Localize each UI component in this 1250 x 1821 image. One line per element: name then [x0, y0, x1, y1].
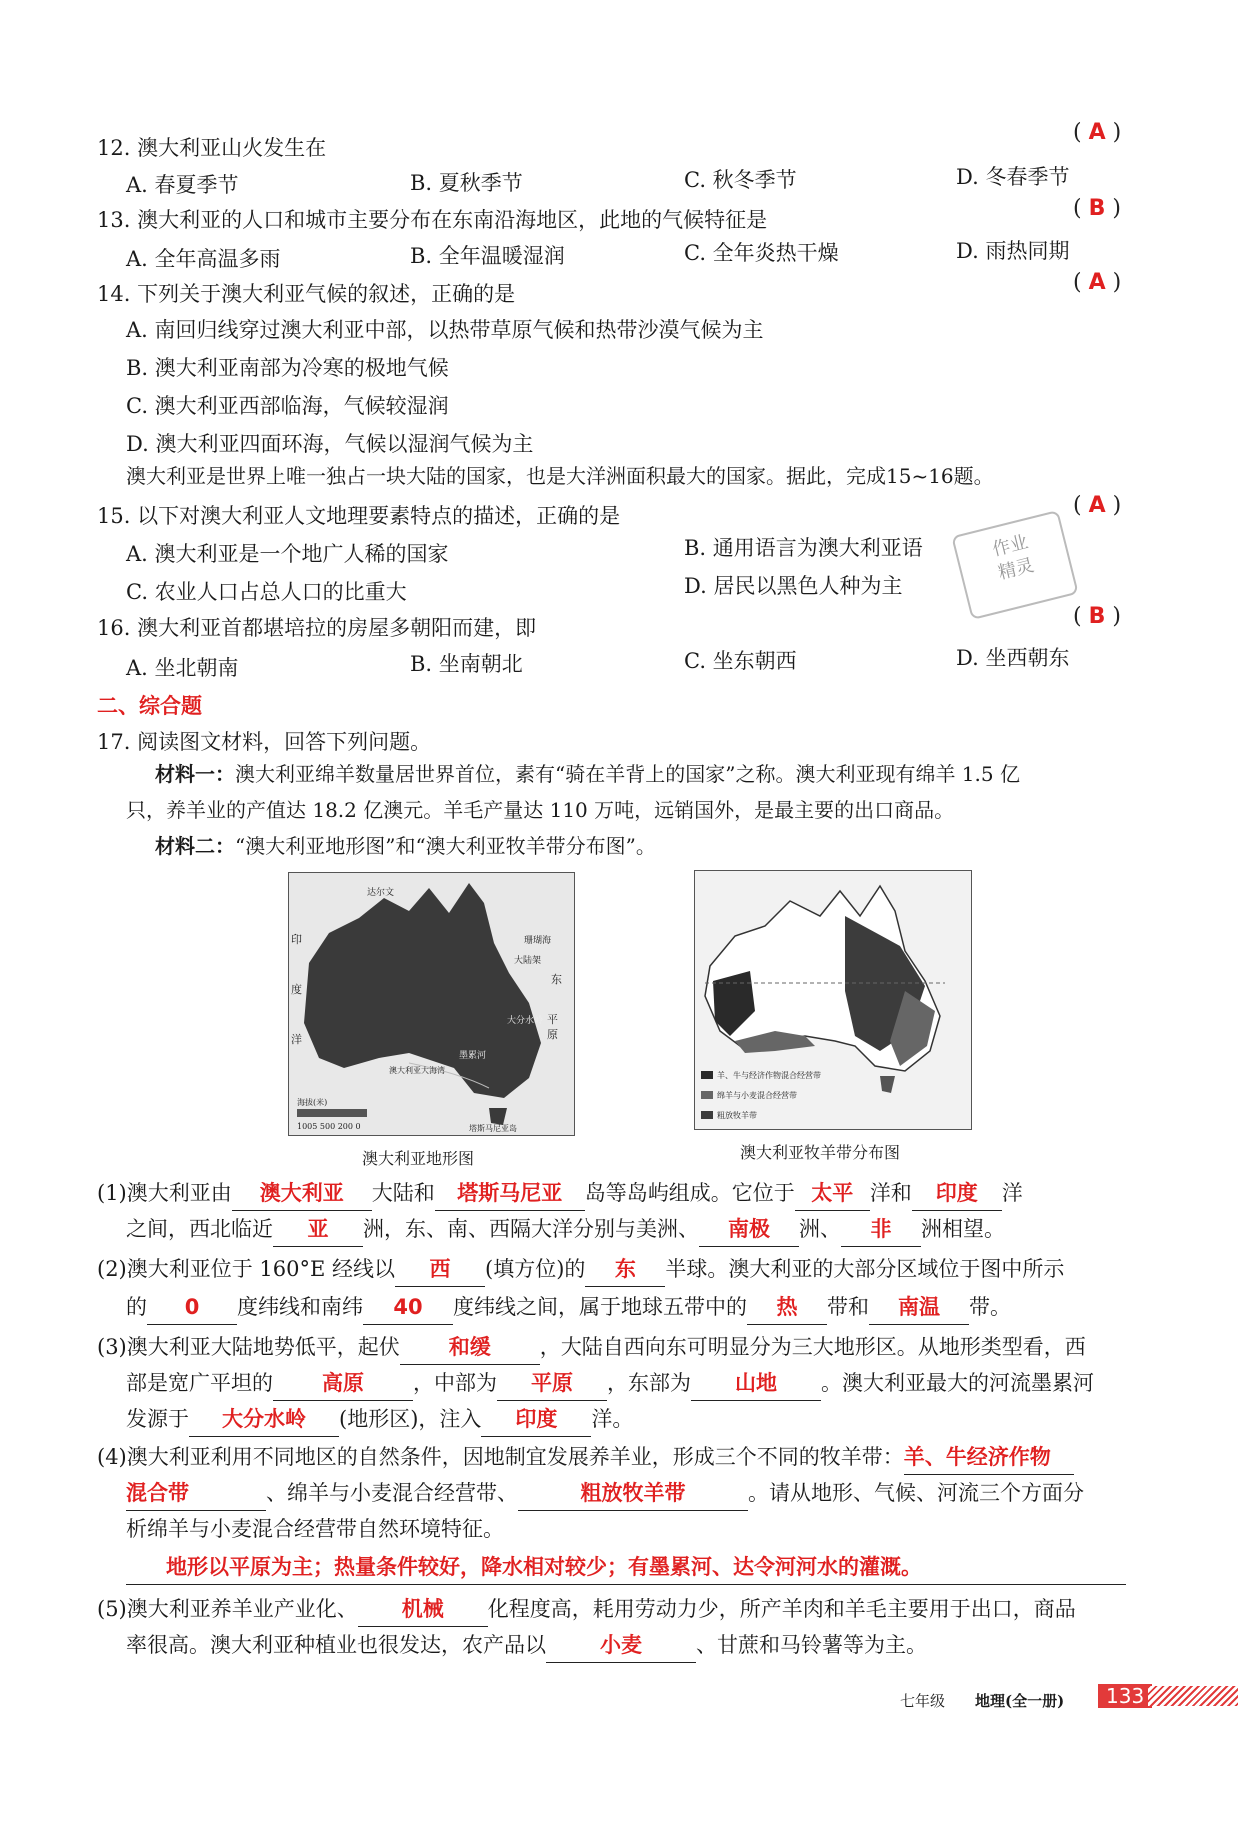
footer-stripe-decoration: [1148, 1686, 1238, 1706]
answer-bracket-12: ( A ): [1073, 120, 1122, 145]
map2-legend-swatch-2: [701, 1091, 713, 1099]
blank-1-5: 亚: [273, 1212, 363, 1247]
section-title: 二、综合题: [97, 694, 202, 718]
material-2: 材料二：“澳大利亚地形图”和“澳大利亚牧羊带分布图”。: [155, 834, 656, 858]
blank-3-5: 大分水岭: [189, 1402, 339, 1437]
q17-part5-line2: 率很高。澳大利亚种植业也很发达，农产品以 小麦 、甘蔗和马铃薯等为主。: [126, 1628, 927, 1663]
option-14-b: B. 澳大利亚南部为冷寒的极地气候: [126, 356, 449, 380]
map1-label-tasmania: 塔斯马尼亚岛: [469, 1124, 517, 1133]
question-12-stem: 12. 澳大利亚山火发生在: [97, 136, 327, 160]
q17-part5-line1: (5)澳大利亚养羊业产业化、 机械 化程度高，耗用劳动力少，所产羊肉和羊毛主要用于出口，商品: [97, 1592, 1076, 1627]
map1-legend-values: 1005 500 200 0: [297, 1122, 361, 1131]
watermark-stamp: 作业 精灵: [951, 510, 1079, 620]
footer-grade: 七年级: [900, 1692, 946, 1710]
blank-2-4: 40: [363, 1290, 453, 1325]
option-15-b: B. 通用语言为澳大利亚语: [684, 536, 923, 560]
option-14-a: A. 南回归线穿过澳大利亚中部，以热带草原气候和热带沙漠气候为主: [126, 318, 764, 342]
q17-part3-line1: (3)澳大利亚大陆地势低平，起伏 和缓 ，大陆自西向东可明显分为三大地形区。从地形类型看，西: [97, 1330, 1086, 1365]
blank-3-3: 平原: [497, 1366, 607, 1401]
map1-label-du: 度: [291, 983, 302, 996]
material-1-line1: 材料一：澳大利亚绵羊数量居世界首位，素有“骑在羊背上的国家”之称。澳大利亚现有绵羊 1.5 亿: [155, 762, 1020, 786]
option-13-a: A. 全年高温多雨: [126, 247, 281, 271]
footer-subject: 地理(全一册): [975, 1692, 1065, 1710]
blank-5-2: 小麦: [546, 1628, 696, 1663]
option-13-b: B. 全年温暖湿润: [410, 244, 565, 268]
blank-3-4: 山地: [691, 1366, 821, 1401]
blank-5-1: 机械: [358, 1592, 488, 1627]
option-13-d: D. 雨热同期: [956, 239, 1070, 263]
blank-2-3: 0: [147, 1290, 237, 1325]
blank-4-1: 羊、牛经济作物: [904, 1440, 1074, 1475]
map1-label-dong: 东: [551, 973, 562, 986]
blank-2-6: 南温: [869, 1290, 969, 1325]
q17-part1-line1: (1)澳大利亚由 澳大利亚 大陆和 塔斯马尼亚 岛等岛屿组成。它位于 太平 洋和 印度 洋: [97, 1176, 1023, 1211]
question-13-stem: 13. 澳大利亚的人口和城市主要分布在东南沿海地区，此地的气候特征是: [97, 208, 768, 232]
map1-caption: 澳大利亚地形图: [362, 1149, 475, 1168]
blank-2-5: 热: [747, 1290, 827, 1325]
q17-part4-line2: 混合带 、绵羊与小麦混合经营带、 粗放牧羊带 。请从地形、气候、河流三个方面分: [126, 1476, 1084, 1511]
sheep-belt-map-graphic: [695, 871, 971, 1129]
blank-1-7: 非: [841, 1212, 921, 1247]
map2-caption: 澳大利亚牧羊带分布图: [740, 1143, 901, 1162]
option-16-b: B. 坐南朝北: [410, 652, 523, 676]
map1-label-ping: 平: [547, 1013, 558, 1026]
map1-label-yin: 印: [291, 933, 302, 946]
blank-3-2: 高原: [273, 1366, 413, 1401]
map2-legend-3: 粗放牧羊带: [717, 1111, 757, 1120]
map2-legend-swatch-1: [701, 1071, 713, 1079]
q17-part1-line2: 之间，西北临近 亚 洲，东、南、西隔大洋分别与美洲、 南极 洲、 非 洲相望。: [126, 1212, 1005, 1247]
blank-1-1: 澳大利亚: [232, 1176, 372, 1211]
q17-part2-line1: (2)澳大利亚位于 160°E 经线以 西 (填方位)的 东 半球。澳大利亚的大部分区域位于图中所示: [97, 1252, 1064, 1287]
q17-part4-line1: (4)澳大利亚利用不同地区的自然条件，因地制宜发展养羊业，形成三个不同的牧羊带：羊、牛经济作物: [97, 1440, 1074, 1475]
terrain-map-graphic: [289, 873, 574, 1135]
map1-legend-bar: [297, 1109, 367, 1117]
map1-label-yang: 洋: [291, 1033, 302, 1046]
q17-part2-line2: 的 0 度纬线和南纬 40 度纬线之间，属于地球五带中的 热 带和 南温 带。: [126, 1290, 1011, 1325]
blank-4-2: 粗放牧羊带: [518, 1476, 748, 1511]
blank-1-4: 印度: [912, 1176, 1002, 1211]
question-17-stem: 17. 阅读图文材料，回答下列问题。: [97, 730, 432, 754]
map2-legend-2: 绵羊与小麦混合经营带: [717, 1091, 797, 1100]
question-15-stem: 15. 以下对澳大利亚人文地理要素特点的描述，正确的是: [97, 504, 621, 528]
answer-bracket-16: ( B ): [1073, 604, 1121, 629]
map1-label-murray: 墨累河: [459, 1051, 487, 1061]
option-12-a: A. 春夏季节: [126, 173, 239, 197]
option-12-b: B. 夏秋季节: [410, 171, 523, 195]
answer-bracket-15: ( A ): [1073, 493, 1122, 518]
option-14-d: D. 澳大利亚四面环海，气候以湿润气候为主: [126, 432, 534, 456]
page-number: 133: [1098, 1684, 1152, 1708]
option-16-d: D. 坐西朝东: [956, 646, 1070, 670]
question-14-stem: 14. 下列关于澳大利亚气候的叙述，正确的是: [97, 282, 516, 306]
q17-part4-line3: 析绵羊与小麦混合经营带自然环境特征。: [126, 1517, 504, 1541]
option-13-c: C. 全年炎热干燥: [684, 241, 839, 265]
blank-2-1: 西: [395, 1252, 485, 1287]
answer-bracket-13: ( B ): [1073, 196, 1121, 221]
map1-label-yuan: 原: [547, 1028, 558, 1041]
blank-1-2: 塔斯马尼亚: [435, 1176, 585, 1211]
sheep-belt-map: [694, 870, 972, 1130]
option-16-c: C. 坐东朝西: [684, 649, 797, 673]
blank-1-3: 太平: [795, 1176, 870, 1211]
q17-part3-line3: 发源于 大分水岭 (地形区)，注入 印度 洋。: [126, 1402, 633, 1437]
map2-legend-swatch-3: [701, 1111, 713, 1119]
blank-1-6: 南极: [699, 1212, 799, 1247]
option-15-d: D. 居民以黑色人种为主: [684, 574, 903, 598]
passage-note: 澳大利亚是世界上唯一独占一块大陆的国家，也是大洋洲面积最大的国家。据此，完成15~16题。: [126, 464, 994, 488]
terrain-map: [288, 872, 575, 1136]
answer-bracket-14: ( A ): [1073, 270, 1122, 295]
blank-3-1: 和缓: [400, 1330, 540, 1365]
map1-label-shelf: 大陆架: [514, 956, 542, 966]
q17-part3-line2: 部是宽广平坦的 高原 ，中部为 平原 ，东部为 山地 。澳大利亚最大的河流墨累河: [126, 1366, 1094, 1401]
map1-legend-title: 海拔(米): [297, 1098, 328, 1107]
option-15-c: C. 农业人口占总人口的比重大: [126, 580, 407, 604]
map1-label-darwin: 达尔文: [367, 888, 395, 898]
option-16-a: A. 坐北朝南: [126, 656, 239, 680]
blank-4-1b: 混合带: [126, 1476, 266, 1511]
question-16-stem: 16. 澳大利亚首都堪培拉的房屋多朝阳而建，即: [97, 616, 537, 640]
option-14-c: C. 澳大利亚西部临海，气候较湿润: [126, 394, 449, 418]
blank-2-2: 东: [585, 1252, 665, 1287]
material-1-line2: 只，养羊业的产值达 18.2 亿澳元。羊毛产量达 110 万吨，远销国外，是最主要的出口商品。: [126, 798, 955, 822]
blank-4-3: 地形以平原为主；热量条件较好，降水相对较少；有墨累河、达令河河水的灌溉。: [126, 1550, 1126, 1585]
option-12-c: C. 秋冬季节: [684, 168, 797, 192]
map1-label-divide: 大分水岭: [507, 1016, 544, 1026]
option-15-a: A. 澳大利亚是一个地广人稀的国家: [126, 542, 449, 566]
map1-label-bight: 澳大利亚大海湾: [389, 1066, 445, 1075]
map2-legend-1: 羊、牛与经济作物混合经营带: [717, 1071, 821, 1080]
option-12-d: D. 冬春季节: [956, 165, 1070, 189]
map1-label-coral-sea: 珊瑚海: [524, 936, 552, 946]
q17-part4-answer: [126, 1550, 1126, 1585]
blank-3-6: 印度: [481, 1402, 591, 1437]
